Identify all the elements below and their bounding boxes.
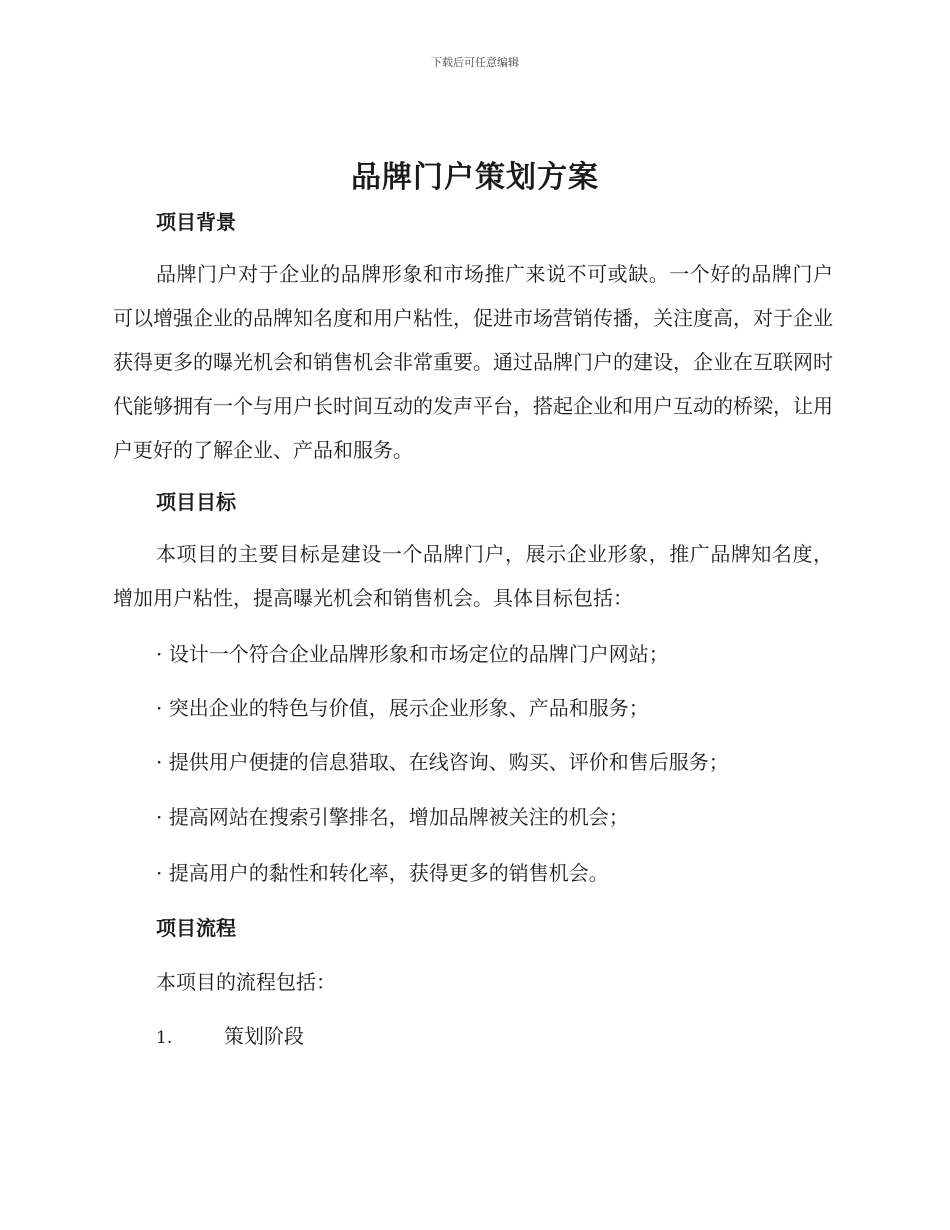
section-heading-goals: 项目目标 bbox=[156, 490, 236, 514]
section-heading-background: 项目背景 bbox=[156, 210, 236, 234]
process-intro: 本项目的流程包括： bbox=[156, 970, 336, 994]
goal-bullet-item: · 提高用户的黏性和转化率，获得更多的销售机会。 bbox=[156, 861, 609, 885]
background-paragraph: 品牌门户对于企业的品牌形象和市场推广来说不可或缺。一个好的品牌门户可以增强企业的品牌知名度和用户粘性，促进市场营销传播，关注度高，对于企业获得更多的曝光机会和销售机会非常重要。通过品牌门户的建设，企业在互联网时代能够拥有一个与用户长时间互动的发声平台，搭起企业和用户互动的桥梁，让用户更好的了解企业、产品和服务。 bbox=[113, 262, 833, 462]
process-step-number: 1. bbox=[156, 1028, 173, 1048]
goal-bullet-item: · 设计一个符合企业品牌形象和市场定位的品牌门户网站； bbox=[156, 642, 669, 666]
goal-bullet-item: · 提供用户便捷的信息猎取、在线咨询、购买、评价和售后服务； bbox=[156, 750, 729, 774]
header-note: 下载后可任意编辑 bbox=[431, 56, 519, 69]
section-heading-process: 项目流程 bbox=[156, 916, 236, 940]
document-title: 品牌门户策划方案 bbox=[351, 160, 599, 195]
goal-bullet-item: · 突出企业的特色与价值，展示企业形象、产品和服务； bbox=[156, 696, 649, 720]
process-step-item bbox=[156, 1020, 304, 1049]
goal-bullet-item: · 提高网站在搜索引擎排名，增加品牌被关注的机会； bbox=[156, 805, 629, 829]
goals-paragraph: 本项目的主要目标是建设一个品牌门户，展示企业形象，推广品牌知名度，增加用户粘性，提高曝光机会和销售机会。具体目标包括： bbox=[113, 542, 833, 610]
process-step-label: 策划阶段 bbox=[224, 1024, 304, 1048]
